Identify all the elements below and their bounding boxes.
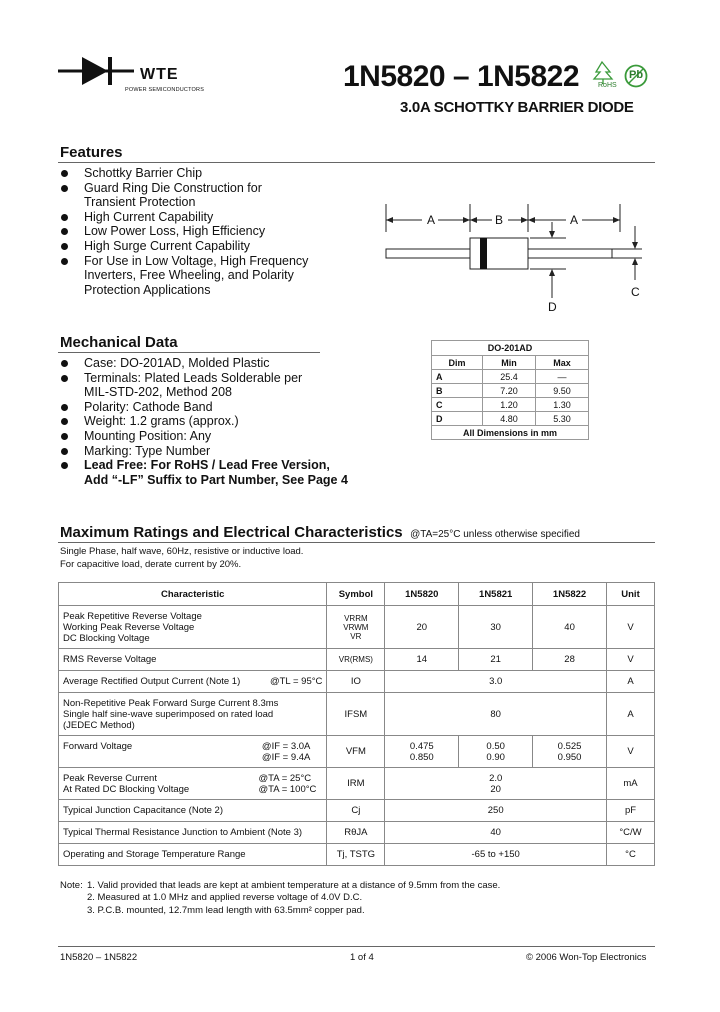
table-cell: V xyxy=(607,649,655,671)
symbol-line: VRRM xyxy=(344,613,368,623)
table-cell: Operating and Storage Temperature Range xyxy=(59,844,327,866)
table-cell xyxy=(385,736,459,768)
list-item: High Current Capability xyxy=(59,210,329,225)
condition-text: @TA = 25°C xyxy=(258,772,312,784)
characteristic-text: Forward Voltage xyxy=(63,740,133,752)
table-cell: -65 to +150 xyxy=(385,844,607,866)
table-cell: 4.80 xyxy=(483,412,536,426)
dim-table-footer: All Dimensions in mm xyxy=(432,426,589,440)
features-list xyxy=(59,166,329,297)
table-cell: 1.20 xyxy=(483,398,536,412)
list-item: Marking: Type Number xyxy=(59,444,349,459)
table-cell: Typical Junction Capacitance (Note 2) xyxy=(59,800,327,822)
table-cell: 40 xyxy=(533,606,607,649)
table-cell: C xyxy=(432,398,483,412)
table-cell: — xyxy=(536,370,589,384)
ratings-table xyxy=(58,582,655,866)
dim-table-title: DO-201AD xyxy=(432,341,589,356)
condition-text: @TL = 95°C xyxy=(269,676,323,687)
value-line: 0.950 xyxy=(557,751,582,763)
table-cell: °C xyxy=(607,844,655,866)
page-title: 1N5820 – 1N5822 xyxy=(343,60,580,93)
table-cell: V xyxy=(607,606,655,649)
col-header: 1N5822 xyxy=(533,583,607,606)
table-cell xyxy=(327,606,385,649)
notes-list xyxy=(87,880,667,917)
col-header: Dim xyxy=(432,356,483,370)
value-line: 0.50 xyxy=(486,740,505,752)
value-line: 20 xyxy=(490,783,501,795)
list-item: Mounting Position: Any xyxy=(59,429,349,444)
dim-label-d: D xyxy=(548,300,557,314)
list-item: Terminals: Plated Leads Solderable per MIL-STD-202, Method 208 xyxy=(59,371,314,400)
table-row xyxy=(432,370,589,384)
diode-symbol-icon xyxy=(58,54,136,88)
characteristic-line: Peak Reverse Current xyxy=(63,772,157,784)
characteristic-line: Working Peak Reverse Voltage xyxy=(63,621,195,633)
table-row xyxy=(59,768,655,800)
table-cell: 30 xyxy=(459,606,533,649)
list-item: Schottky Barrier Chip xyxy=(59,166,329,181)
table-cell: Typical Thermal Resistance Junction to Ambient (Note 3) xyxy=(59,822,327,844)
table-cell: RθJA xyxy=(327,822,385,844)
logo-name: WTE xyxy=(140,66,179,83)
features-title: Features xyxy=(60,144,123,161)
table-cell: RMS Reverse Voltage xyxy=(59,649,327,671)
list-item: Case: DO-201AD, Molded Plastic xyxy=(59,356,349,371)
table-cell: IFSM xyxy=(327,693,385,736)
footer-part-number: 1N5820 – 1N5822 xyxy=(60,952,138,963)
value-line: 0.90 xyxy=(486,751,505,763)
table-cell: mA xyxy=(607,768,655,800)
table-cell: 3.0 xyxy=(385,671,607,693)
package-outline-diagram xyxy=(380,200,655,320)
table-row xyxy=(432,412,589,426)
list-item: Weight: 1.2 grams (approx.) xyxy=(59,414,349,429)
table-cell: 14 xyxy=(385,649,459,671)
note-item: 1. Valid provided that leads are kept at ambient temperature at a distance of 9.5mm from the case. xyxy=(87,880,501,891)
table-cell xyxy=(59,768,327,800)
table-cell: 80 xyxy=(385,693,607,736)
dim-label-c: C xyxy=(631,285,640,299)
value-line: 0.850 xyxy=(409,751,434,763)
characteristic-line: Peak Repetitive Reverse Voltage xyxy=(63,610,202,622)
note-item: 2. Measured at 1.0 MHz and applied reverse voltage of 4.0V D.C. xyxy=(87,892,363,904)
logo-subtitle: POWER SEMICONDUCTORS xyxy=(125,87,205,93)
table-cell: 21 xyxy=(459,649,533,671)
col-header: Characteristic xyxy=(59,583,327,606)
symbol-line: VRWM xyxy=(343,622,369,632)
table-row xyxy=(59,671,655,693)
condition-text: @IF = 9.4A xyxy=(261,751,311,763)
dim-label-a: A xyxy=(427,213,436,227)
table-cell: IO xyxy=(327,671,385,693)
list-item: Low Power Loss, High Efficiency xyxy=(59,224,329,239)
table-cell xyxy=(59,693,327,736)
table-cell: D xyxy=(432,412,483,426)
table-cell: °C/W xyxy=(607,822,655,844)
table-cell: 40 xyxy=(385,822,607,844)
footer-divider xyxy=(58,946,655,947)
table-cell xyxy=(385,768,607,800)
characteristic-line: At Rated DC Blocking Voltage xyxy=(63,783,190,795)
table-cell: 5.30 xyxy=(536,412,589,426)
table-cell: B xyxy=(432,384,483,398)
table-cell xyxy=(59,606,327,649)
list-item: Guard Ring Die Construction for Transient Protection xyxy=(59,181,274,210)
col-header: Max xyxy=(536,356,589,370)
table-row xyxy=(59,736,655,768)
col-header: Symbol xyxy=(327,583,385,606)
ratings-note-line: Single Phase, half wave, 60Hz, resistive or inductive load. xyxy=(60,546,304,557)
condition-block xyxy=(259,773,317,795)
table-cell: Tj, TSTG xyxy=(327,844,385,866)
note-item: 3. P.C.B. mounted, 12.7mm lead length with 63.5mm² copper pad. xyxy=(87,904,365,916)
table-cell: V xyxy=(607,736,655,768)
table-row xyxy=(59,606,655,649)
table-row xyxy=(59,844,655,866)
table-cell: VFM xyxy=(327,736,385,768)
section-divider xyxy=(58,352,320,353)
value-line: 0.475 xyxy=(409,740,434,752)
characteristic-line: (JEDEC Method) xyxy=(63,719,135,731)
table-row xyxy=(59,800,655,822)
col-header: Min xyxy=(483,356,536,370)
col-header: 1N5820 xyxy=(385,583,459,606)
mechanical-list xyxy=(59,356,349,487)
table-row xyxy=(432,398,589,412)
notes-label: Note: xyxy=(60,880,83,891)
page-subtitle: 3.0A SCHOTTKY BARRIER DIODE xyxy=(400,99,634,116)
section-divider xyxy=(58,542,655,543)
lead-free-icon xyxy=(624,64,648,88)
dim-label-b: B xyxy=(495,213,504,227)
table-cell: 1.30 xyxy=(536,398,589,412)
table-cell: IRM xyxy=(327,768,385,800)
characteristic-line: Non-Repetitive Peak Forward Surge Current 8.3ms xyxy=(63,697,279,709)
list-item: For Use in Low Voltage, High Frequency Inverters, Free Wheeling, and Polarity Protection Applications xyxy=(59,254,314,298)
page-number: 1 of 4 xyxy=(350,952,374,963)
value-line: 0.525 xyxy=(557,740,582,752)
condition-text: @IF = 3.0A xyxy=(261,740,311,752)
ratings-title: Maximum Ratings and Electrical Characteristics xyxy=(60,524,403,541)
table-cell: 7.20 xyxy=(483,384,536,398)
dim-label-a: A xyxy=(570,213,579,227)
characteristic-text: Average Rectified Output Current (Note 1) xyxy=(63,676,241,687)
value-line: 2.0 xyxy=(489,772,503,784)
condition-block xyxy=(262,741,310,763)
table-row xyxy=(59,693,655,736)
footer-copyright: © 2006 Won-Top Electronics xyxy=(526,952,647,963)
table-cell: A xyxy=(607,693,655,736)
mechanical-title: Mechanical Data xyxy=(60,334,178,351)
condition-text: @TA = 100°C xyxy=(258,783,317,795)
col-header: 1N5821 xyxy=(459,583,533,606)
list-item: Lead Free: For RoHS / Lead Free Version, Add “-LF” Suffix to Part Number, See Page 4 xyxy=(59,458,349,487)
table-row xyxy=(59,649,655,671)
table-cell: Cj xyxy=(327,800,385,822)
characteristic-line: Single half sine-wave superimposed on rated load xyxy=(63,708,274,720)
list-item: Polarity: Cathode Band xyxy=(59,400,349,415)
table-cell xyxy=(59,736,327,768)
ratings-condition: @TA=25°C unless otherwise specified xyxy=(410,529,580,540)
pb-label: Pb xyxy=(629,69,644,81)
col-header: Unit xyxy=(607,583,655,606)
table-row xyxy=(432,384,589,398)
table-cell: 9.50 xyxy=(536,384,589,398)
table-cell: 25.4 xyxy=(483,370,536,384)
ratings-heading xyxy=(60,524,580,542)
dimension-table xyxy=(431,340,589,440)
table-cell: 28 xyxy=(533,649,607,671)
rohs-label: RoHS xyxy=(598,82,617,89)
table-cell: 20 xyxy=(385,606,459,649)
table-cell xyxy=(459,736,533,768)
table-cell: pF xyxy=(607,800,655,822)
table-cell xyxy=(59,671,327,693)
table-cell: VR(RMS) xyxy=(327,649,385,671)
ratings-note-line: For capacitive load, derate current by 20%. xyxy=(60,559,242,570)
table-cell: A xyxy=(432,370,483,384)
table-cell: A xyxy=(607,671,655,693)
list-item: High Surge Current Capability xyxy=(59,239,329,254)
table-cell xyxy=(533,736,607,768)
symbol-line: VR xyxy=(350,631,362,641)
table-header-row xyxy=(59,583,655,606)
characteristic-line: DC Blocking Voltage xyxy=(63,632,150,644)
table-row xyxy=(59,822,655,844)
characteristic-block xyxy=(63,773,189,795)
section-divider xyxy=(58,162,655,163)
table-cell: 250 xyxy=(385,800,607,822)
